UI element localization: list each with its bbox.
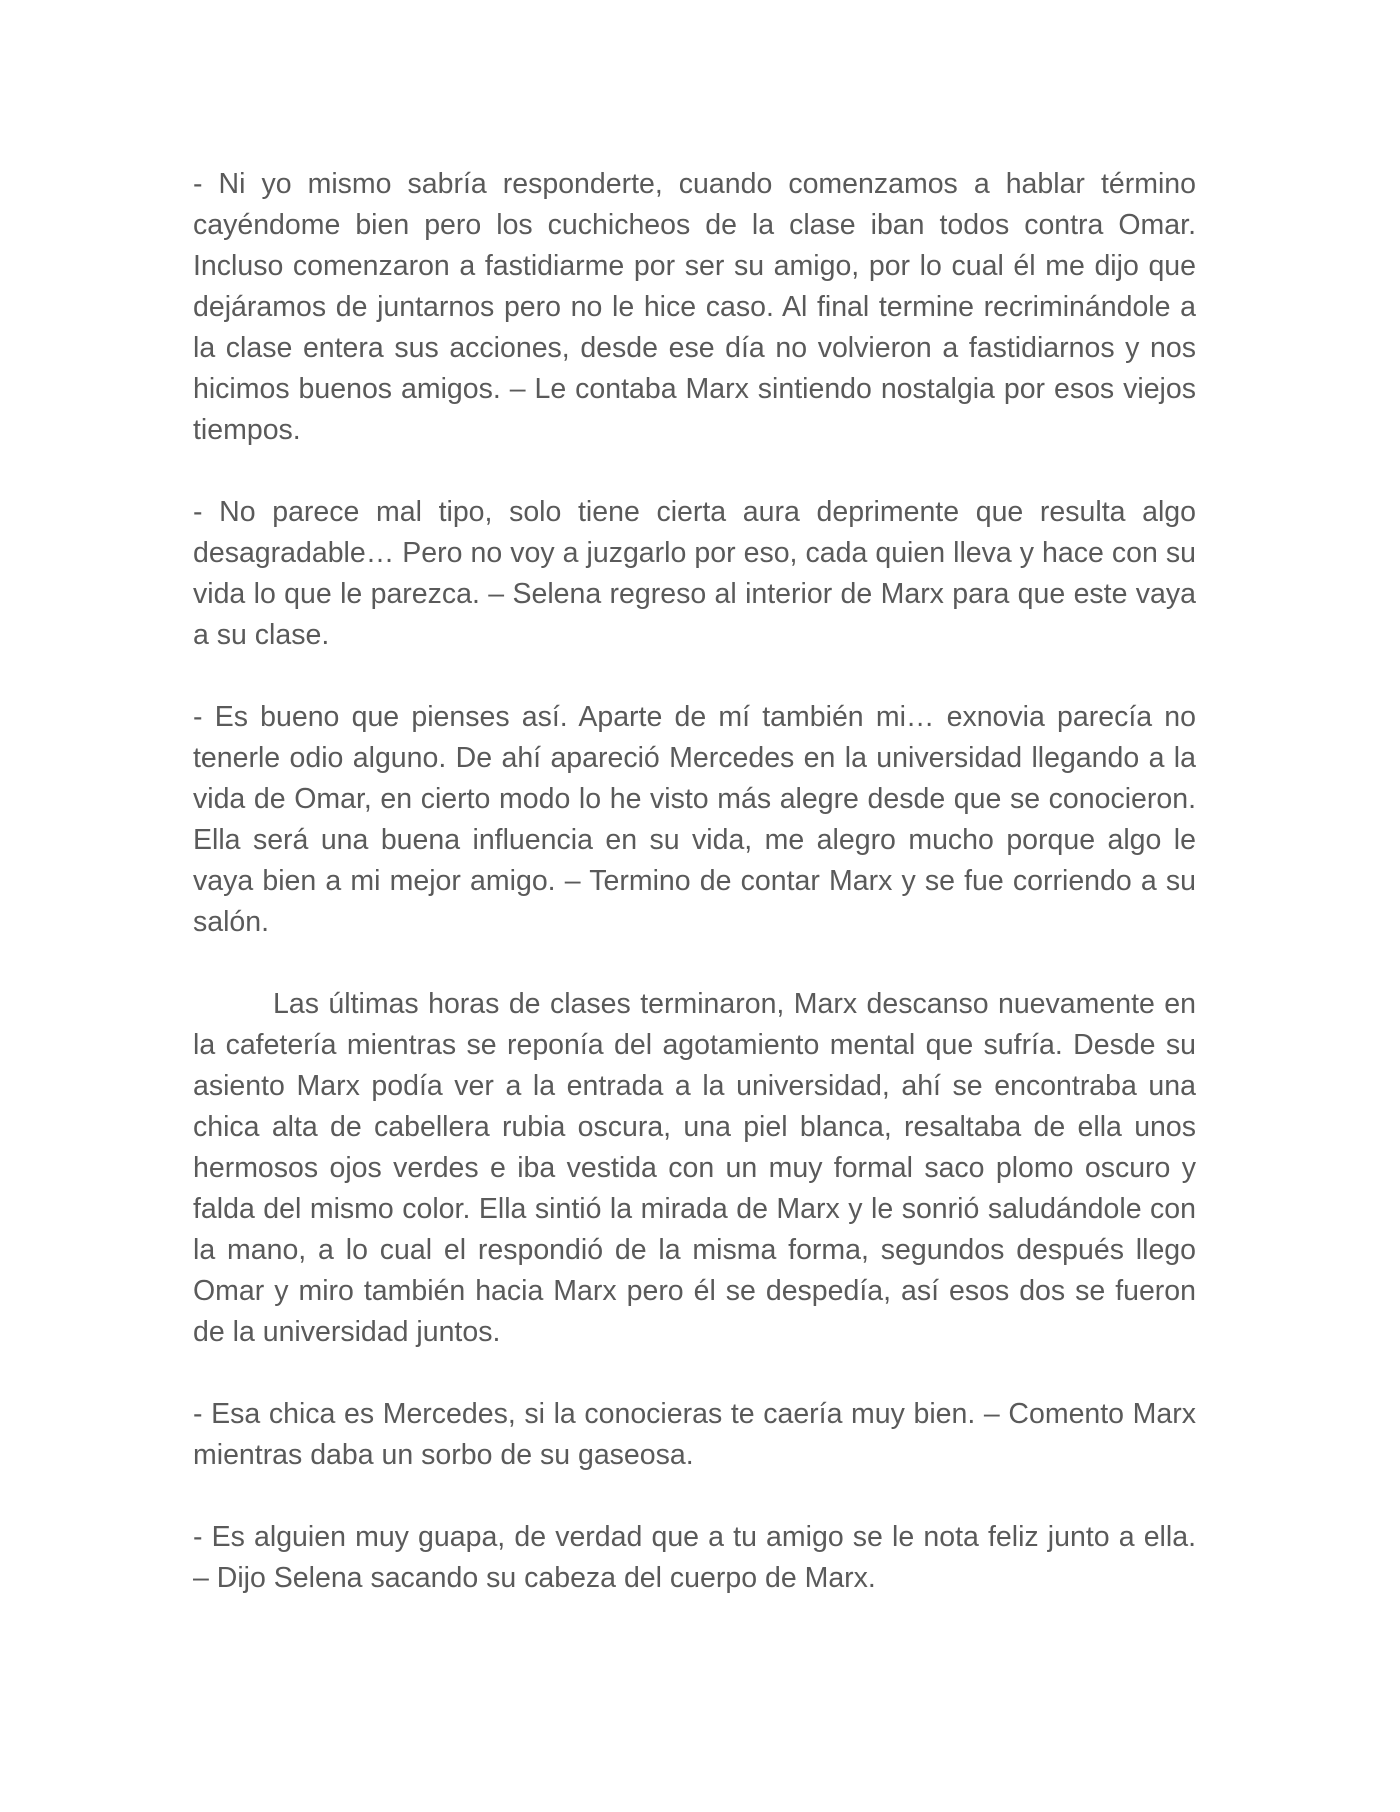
paragraph-6: - Es alguien muy guapa, de verdad que a tu amigo se le nota feliz junto a ella. – Dijo Selena sacando su cabeza del cuerpo de Marx.: [193, 1521, 1196, 1594]
paragraph-5: - Esa chica es Mercedes, si la conocieras te caería muy bien. – Comento Marx mientras daba un sorbo de su gaseosa.: [193, 1398, 1196, 1471]
paragraph-2: - No parece mal tipo, solo tiene cierta aura deprimente que resulta algo desagradable… Pero no voy a juzgarlo por eso, cada quien lleva y hace con su vida lo que le parezca. – Selena regreso al interior de Marx para que este vaya a su clase.: [193, 496, 1196, 651]
paragraph-3: - Es bueno que pienses así. Aparte de mí también mi… exnovia parecía no tenerle odio alguno. De ahí apareció Mercedes en la universidad llegando a la vida de Omar, en cierto modo lo he visto más alegre desde que se conocieron. Ella será una buena influencia en su vida, me alegro mucho porque algo le vaya bien a mi mejor amigo. – Termino de contar Marx y se fue corriendo a su salón.: [193, 701, 1196, 938]
document-body: [193, 164, 1196, 1599]
paragraph-1: - Ni yo mismo sabría responderte, cuando comenzamos a hablar término cayéndome bien pero los cuchicheos de la clase iban todos contra Omar. Incluso comenzaron a fastidiarme por ser su amigo, por lo cual él me dijo que dejáramos de juntarnos pero no le hice caso. Al final termine recriminándole a la clase entera sus acciones, desde ese día no volvieron a fastidiarnos y nos hicimos buenos amigos. – Le contaba Marx sintiendo nostalgia por esos viejos tiempos.: [193, 168, 1196, 446]
paragraph-4: Las últimas horas de clases terminaron, Marx descanso nuevamente en la cafetería mientras se reponía del agotamiento mental que sufría. Desde su asiento Marx podía ver a la entrada a la universidad, ahí se encontraba una chica alta de cabellera rubia oscura, una piel blanca, resaltaba de ella unos hermosos ojos verdes e iba vestida con un muy formal saco plomo oscuro y falda del mismo color. Ella sintió la mirada de Marx y le sonrió saludándole con la mano, a lo cual el respondió de la misma forma, segundos después llego Omar y miro también hacia Marx pero él se despedía, así esos dos se fueron de la universidad juntos.: [193, 988, 1196, 1348]
